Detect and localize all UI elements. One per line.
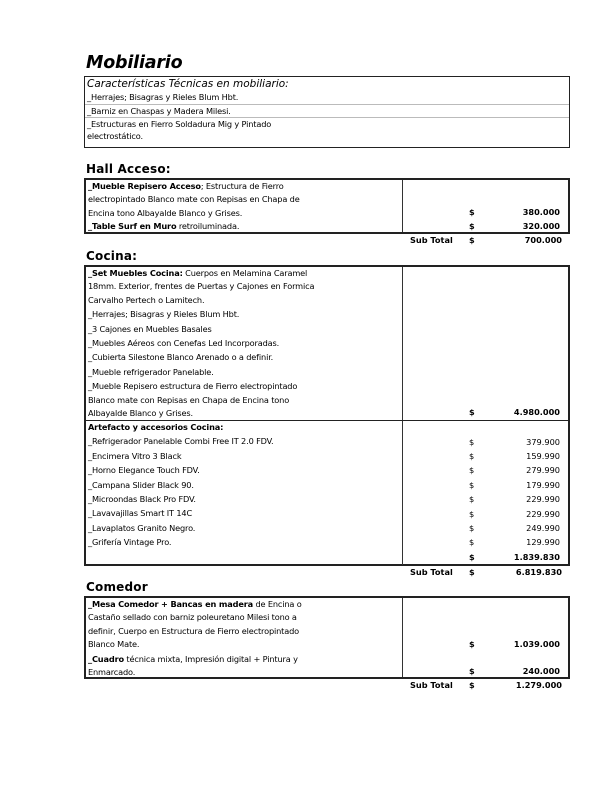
amount-row: $ 129.990 (469, 537, 560, 548)
artefacto-item: _Grifería Vintage Pro. (88, 537, 172, 548)
page-title: Mobiliario (86, 53, 183, 73)
amount-row: $ 159.990 (469, 450, 560, 461)
amount-row: $ 380.000 (469, 207, 560, 217)
amount-row: $ 229.990 (469, 508, 560, 519)
cocina-subtotal: Sub Total $ 6.819.830 (410, 567, 562, 577)
comedor-line: _Mesa Comedor + Bancas en madera de Encina o (88, 599, 302, 609)
amount-row: $ 1.039.000 (469, 639, 560, 649)
comedor-line: Blanco Mate. (88, 639, 140, 650)
amount-row: $ 279.990 (469, 465, 560, 476)
hall-descriptions (86, 180, 403, 232)
amount-row: $ 229.990 (469, 494, 560, 505)
cocina-line: _Mueble refrigerador Panelable. (88, 366, 214, 377)
comedor-line: Castaño sellado con barniz poleuretano Milesi tono a (88, 612, 297, 623)
cocina-line: _Cubierta Silestone Blanco Arenado o a definir. (88, 352, 274, 363)
spec-line: _Herrajes; Bisagras y Rieles Blum Hbt. (87, 92, 239, 102)
amount-row: $ 4.980.000 (469, 407, 560, 417)
cocina-line: _Set Muebles Cocina: Cuerpos en Melamina Caramel (88, 268, 308, 278)
cocina-muebles-amount (403, 267, 568, 420)
cocina-muebles-descriptions (86, 267, 403, 420)
spec-line: _Estructuras en Fierro Soldadura Mig y Pintado (85, 117, 569, 130)
spec-line: electrostático. (87, 131, 143, 141)
spec-line: _Barniz en Chaspas y Madera Milesi. (85, 104, 569, 117)
cocina-line: _Mueble Repisero estructura de Fierro electropintado (88, 381, 298, 392)
comedor-line: Enmarcado. (88, 666, 136, 677)
section-title-comedor: Comedor (86, 580, 148, 594)
section-title-hall: Hall Acceso: (86, 162, 171, 176)
comedor-line: _Cuadro técnica mixta, Impresión digital + Pintura y (88, 653, 298, 664)
amount-row: $ 320.000 (469, 220, 560, 231)
cocina-line: Albayalde Blanco y Grises. (88, 407, 193, 418)
comedor-line: definir, Cuerpo en Estructura de Fierro electropintado (88, 625, 299, 636)
amount-row: $ 379.900 (469, 436, 560, 447)
cocina-line: _Herrajes; Bisagras y Rieles Blum Hbt. (88, 309, 240, 320)
cocina-line: Blanco mate con Repisas en Chapa de Encina tono (88, 394, 290, 405)
artefacto-item: _Campana Slider Black 90. (88, 479, 194, 490)
artefacto-item: _Lavaplatos Granito Negro. (88, 522, 196, 533)
artefacto-item: _Horno Elegance Touch FDV. (88, 465, 200, 476)
cocina-table (84, 265, 570, 566)
comedor-descriptions (86, 598, 403, 677)
artefactos-total-row: $ 1.839.830 (469, 551, 560, 562)
artefactos-title: Artefacto y accesorios Cocina: (88, 422, 224, 432)
amount-row: $ 240.000 (469, 666, 560, 676)
hall-amounts (403, 180, 568, 232)
artefacto-item: _Refrigerador Panelable Combi Free IT 2.0 FDV. (88, 436, 274, 447)
artefacto-item: _Lavavajillas Smart IT 14C (88, 508, 193, 519)
hall-subtotal: Sub Total $ 700.000 (410, 235, 562, 245)
comedor-table (84, 596, 570, 679)
artefacto-item: _Encimera Vitro 3 Black (88, 450, 182, 461)
technical-specs-box (84, 76, 570, 148)
cocina-line: _Muebles Aéreos con Cenefas Led Incorporadas. (88, 337, 280, 348)
amount-row: $ 179.990 (469, 479, 560, 490)
artefacto-item: _Microondas Black Pro FDV. (88, 493, 196, 504)
hall-table (84, 178, 570, 234)
hall-line: Encina tono Albayalde Blanco y Grises. (88, 207, 243, 218)
specs-subtitle: Características Técnicas en mobiliario: (87, 78, 289, 90)
section-title-cocina: Cocina: (86, 249, 138, 263)
hall-line: electropintado Blanco mate con Repisas en Chapa de (88, 194, 300, 205)
cocina-artefactos-descriptions (86, 421, 403, 565)
cocina-artefactos-amounts (403, 421, 568, 565)
comedor-subtotal: Sub Total $ 1.279.000 (410, 680, 562, 690)
hall-line: _Table Surf en Muro retroiluminada. (88, 221, 240, 232)
amount-row: $ 249.990 (469, 522, 560, 533)
cocina-line: _3 Cajones en Muebles Basales (88, 323, 212, 334)
hall-line: _Mueble Repisero Acceso; Estructura de Fierro (88, 181, 284, 191)
cocina-line: 18mm. Exterior, frentes de Puertas y Cajones en Formica (88, 281, 315, 292)
cocina-line: Carvalho Pertech o Lamitech. (88, 294, 205, 305)
comedor-amounts (403, 598, 568, 677)
